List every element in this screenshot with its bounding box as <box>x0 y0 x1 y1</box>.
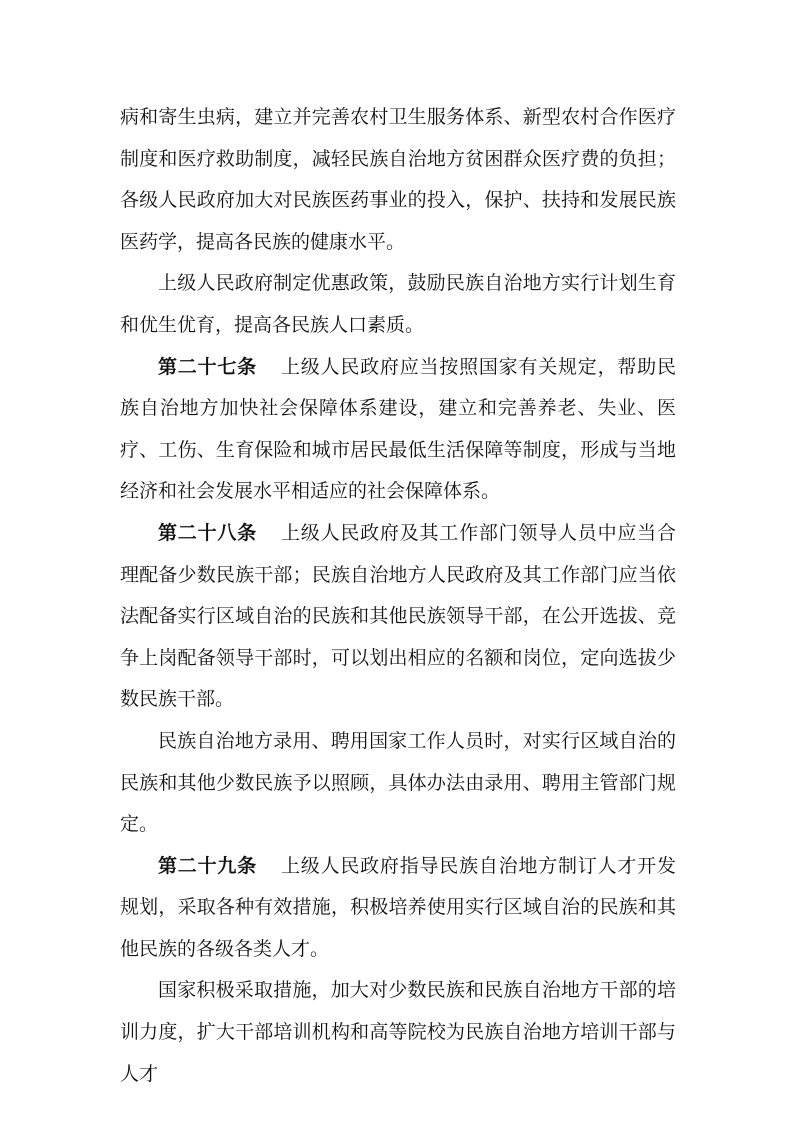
paragraph-text: 上级人民政府制定优惠政策，鼓励民族自治地方实行计划生育和优生优育，提高各民族人口素质。 <box>120 272 676 336</box>
paragraph-text: 上级人民政府指导民族自治地方制订人才开发规划，采取各种有效措施，积极培养使用实行区域自治的民族和其他民族的各级各类人才。 <box>120 854 676 960</box>
paragraph-1 <box>120 97 676 263</box>
article-number: 第二十七条 <box>158 355 257 378</box>
paragraph-7 <box>120 970 676 1095</box>
article-number: 第二十八条 <box>158 521 257 544</box>
paragraph-text: 上级人民政府及其工作部门领导人员中应当合理配备少数民族干部；民族自治地方人民政府及其工作部门应当依法配备实行区域自治的民族和其他民族领导干部，在公开选拔、竞争上岗配备领导干部时，可以划出相应的名额和岗位，定向选拔少数民族干部。 <box>120 521 676 711</box>
paragraph-text: 上级人民政府应当按照国家有关规定，帮助民族自治地方加快社会保障体系建设，建立和完善养老、失业、医疗、工伤、生育保险和城市居民最低生活保障等制度，形成与当地经济和社会发展水平相适应的社会保障体系。 <box>120 355 676 503</box>
article-28 <box>120 513 676 721</box>
paragraph-2 <box>120 263 676 346</box>
document-body <box>120 97 676 1095</box>
paragraph-text: 国家积极采取措施，加大对少数民族和民族自治地方干部的培训力度，扩大干部培训机构和高等院校为民族自治地方培训干部与人才 <box>120 979 676 1085</box>
paragraph-text: 民族自治地方录用、聘用国家工作人员时，对实行区域自治的民族和其他少数民族予以照顾，具体办法由录用、聘用主管部门规定。 <box>120 729 676 836</box>
paragraph-5 <box>120 721 676 846</box>
article-number: 第二十九条 <box>158 854 257 877</box>
paragraph-text: 病和寄生虫病，建立并完善农村卫生服务体系、新型农村合作医疗制度和医疗救助制度，减轻民族自治地方贫困群众医疗费的负担；各级人民政府加大对民族医药事业的投入，保护、扶持和发展民族医药学，提高各民族的健康水平。 <box>120 106 676 253</box>
article-29 <box>120 846 676 971</box>
article-27 <box>120 347 676 513</box>
